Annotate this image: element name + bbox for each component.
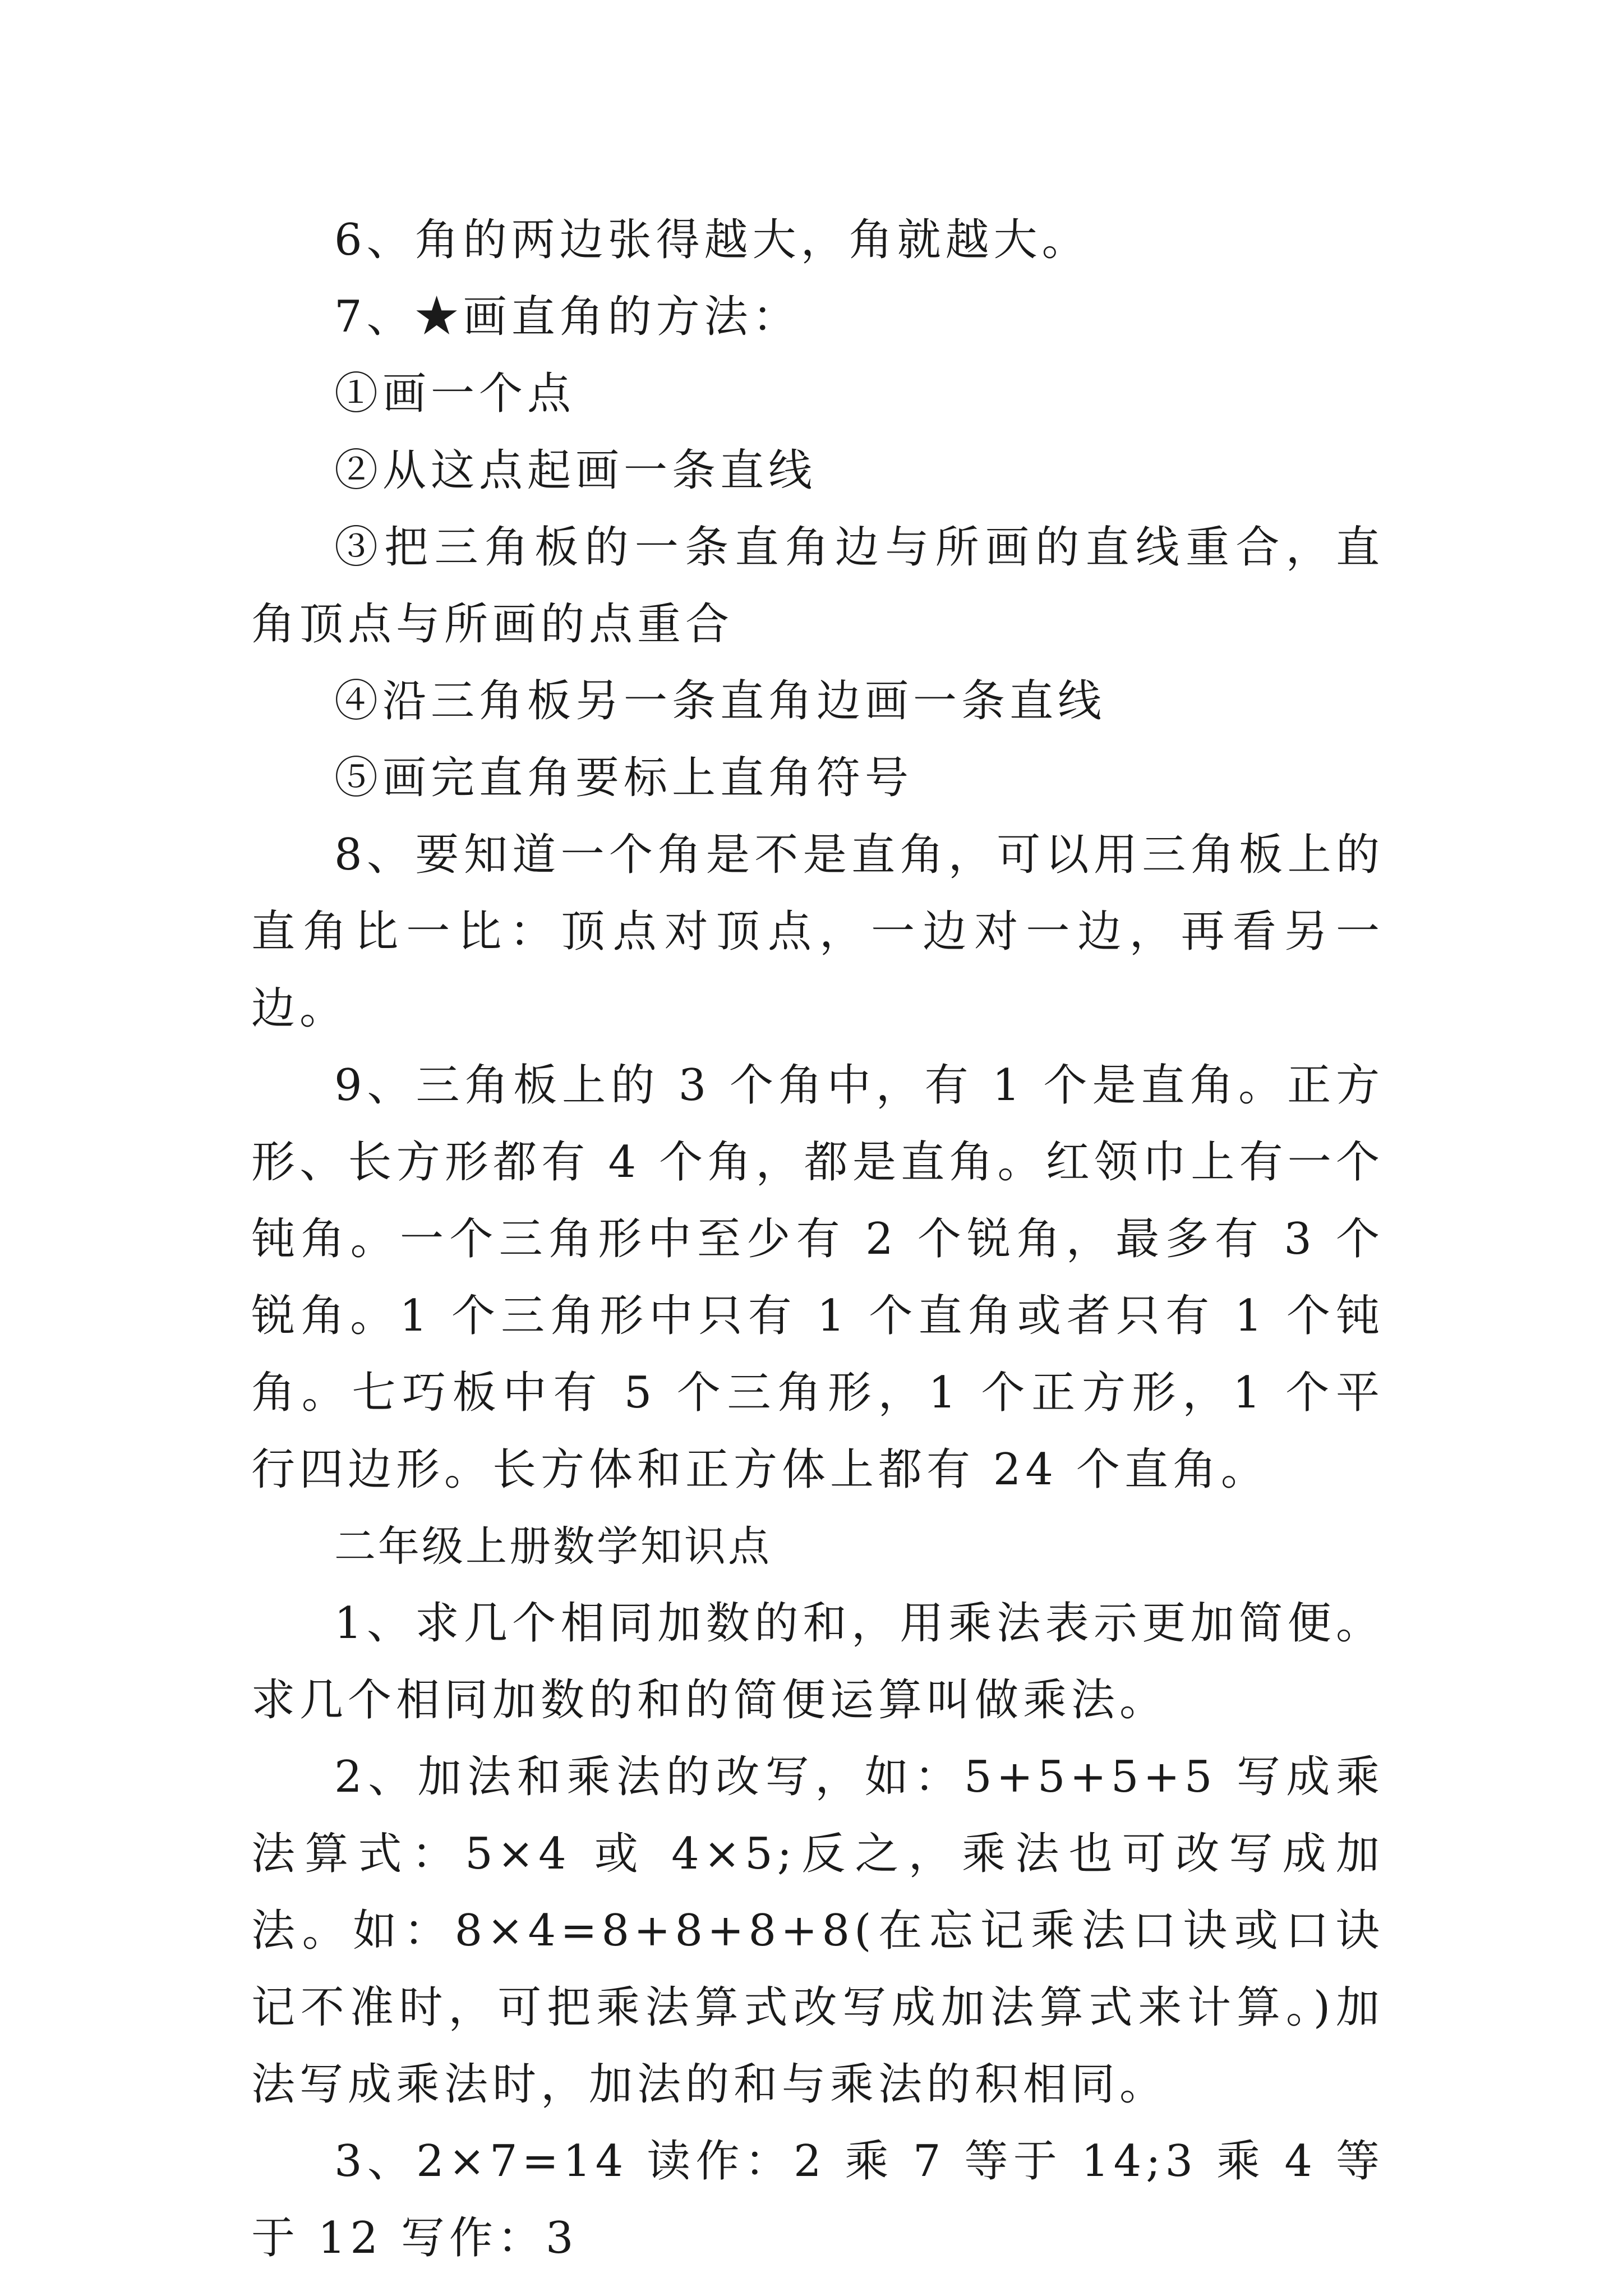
paragraph-mult-1: 1、求几个相同加数的和，用乘法表示更加简便。求几个相同加数的和的简便运算叫做乘法。 (251, 1598, 1384, 1726)
step-3: ③把三角板的一条直角边与所画的直线重合，直角顶点与所画的点重合 (251, 522, 1384, 650)
paragraph-9: 9、三角板上的 3 个角中，有 1 个是直角。正方形、长方形都有 4 个角，都是直角。红领巾上有一个钝角。一个三角形中至少有 2 个锐角，最多有 3 个锐角。1 个三角形中只有 1 个直角或者只有 1 个钝角。七巧板中有 5 个三角形，1 个正方形，1 个平行四边形。长方体和正方体上都有 24 个直角。 (251, 1060, 1384, 1495)
step-4: ④沿三角板另一条直角边画一条直线 (334, 676, 1106, 726)
paragraph-8: 8、要知道一个角是不是直角，可以用三角板上的直角比一比：顶点对顶点，一边对一边，再看另一边。 (251, 830, 1384, 1034)
step-5: ⑤画完直角要标上直角符号 (334, 753, 914, 803)
paragraph-mult-3: 3、2×7=14 读作：2 乘 7 等于 14;3 乘 4 等于 12 写作：3 (251, 2136, 1384, 2263)
section-heading: 二年级上册数学知识点 (334, 1522, 772, 1571)
paragraph-7: 7、★画直角的方法： (334, 292, 801, 342)
step-2: ②从这点起画一条直线 (334, 445, 817, 496)
paragraph-mult-2: 2、加法和乘法的改写，如：5+5+5+5 写成乘法算式：5×4 或 4×5;反之，乘法也可改写成加法。如：8×4=8+8+8+8(在忘记乘法口诀或口诀记不准时，可把乘法算式改写成加法算式来计算。)加法写成乘法时，加法的和与乘法的积相同。 (251, 1752, 1384, 2110)
paragraph-6: 6、角的两边张得越大，角就越大。 (334, 215, 1090, 265)
step-1: ①画一个点 (334, 369, 576, 419)
document-body (251, 202, 1384, 2277)
